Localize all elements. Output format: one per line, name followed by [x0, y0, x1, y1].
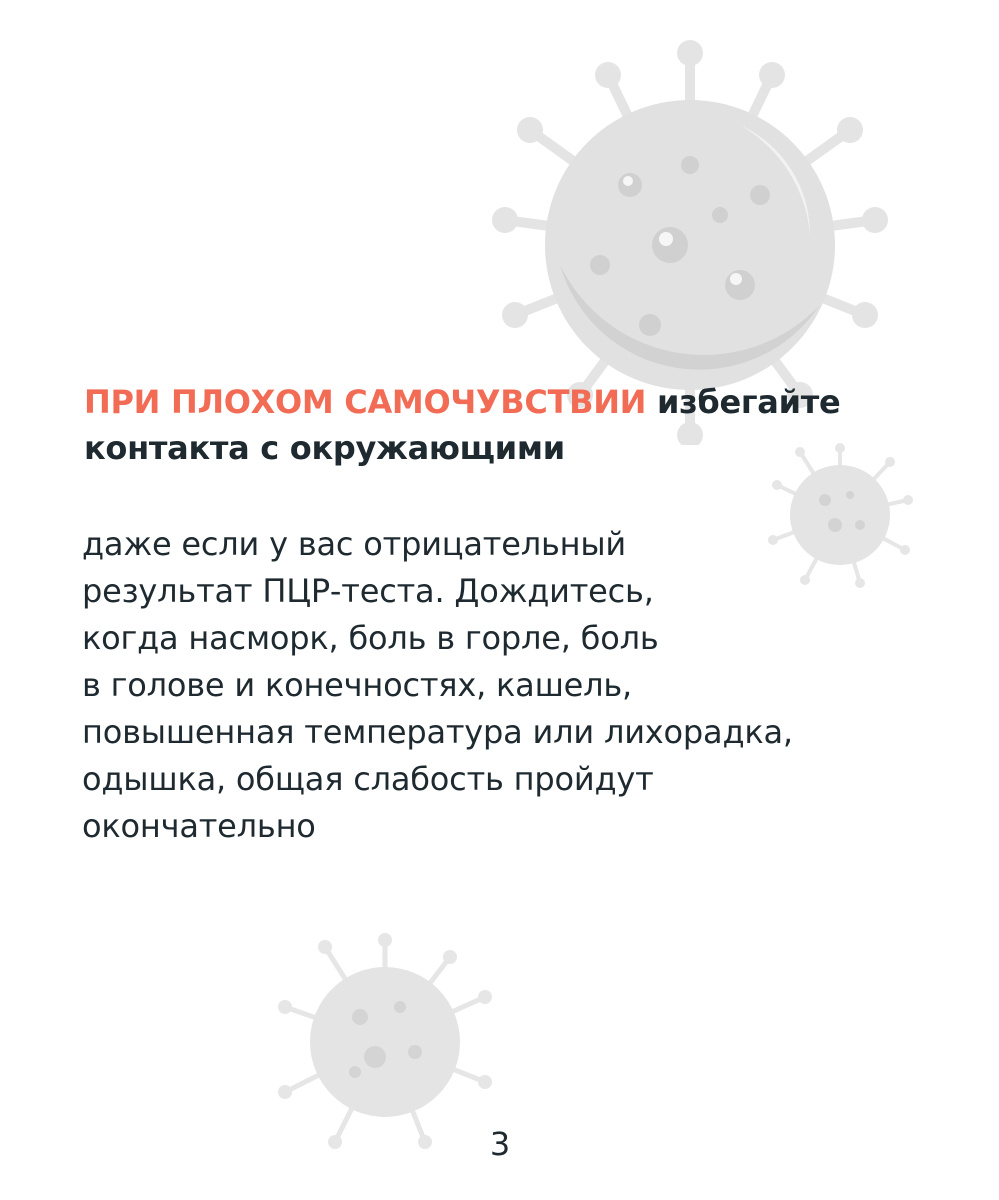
body-line: повышенная температура или лихорадка,	[82, 713, 793, 751]
heading	[84, 379, 964, 471]
heading-rest-line1: избегайте	[657, 383, 841, 421]
body-line: результат ПЦР-теста. Дождитесь,	[82, 572, 654, 610]
heading-highlight: ПРИ ПЛОХОМ САМОЧУВСТВИИ	[84, 383, 647, 421]
body-line: даже если у вас отрицательный	[82, 525, 627, 563]
body-line: окончательно	[82, 807, 316, 845]
body-paragraph	[82, 521, 982, 850]
virus-icon-small	[275, 932, 495, 1152]
page-number: 3	[489, 1125, 511, 1163]
body-line: одышка, общая слабость пройдут	[82, 760, 654, 798]
body-line: когда насморк, боль в горле, боль	[82, 619, 659, 657]
heading-rest-line2: контакта с окружающими	[84, 429, 565, 467]
body-line: в голове и конечностях, кашель,	[82, 666, 633, 704]
